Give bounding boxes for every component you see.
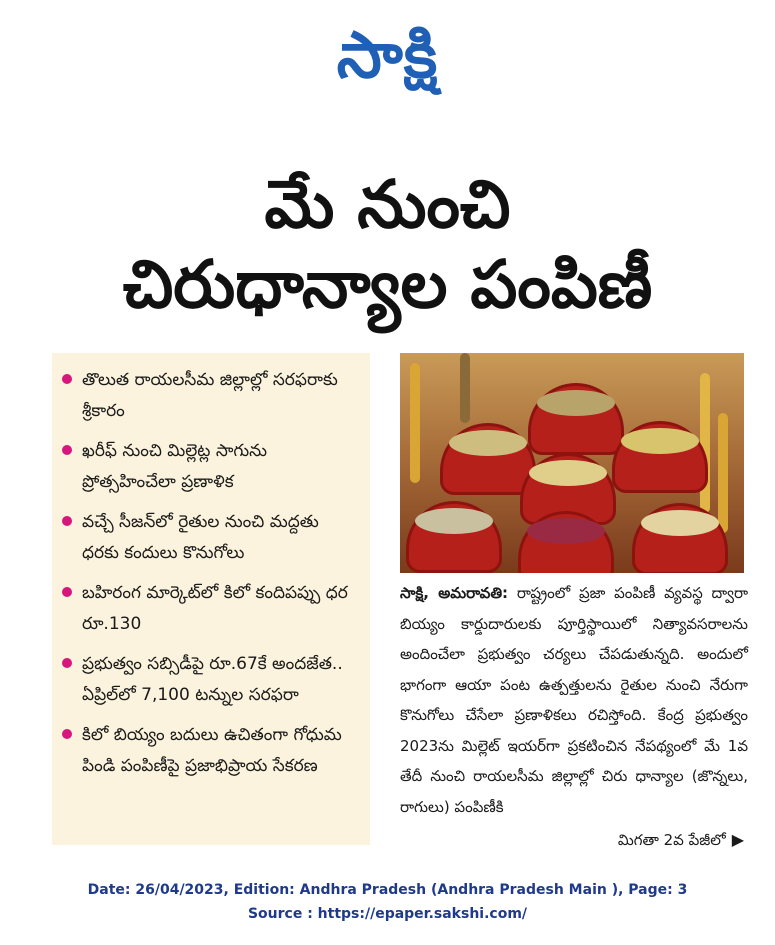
highlights-box <box>52 353 370 845</box>
headline-line-2: చిరుధాన్యాల పంపిణీ <box>122 246 653 323</box>
highlight-item <box>62 365 360 427</box>
highlight-text: వచ్చే సీజన్‌లో రైతుల నుంచి మద్దతు ధరకు కందులు కొనుగోలు <box>82 512 319 563</box>
article-body: రాష్ట్రంలో ప్రజా పంపిణీ వ్యవస్థ ద్వారా బియ్యం కార్డుదారులకు పూర్తిస్థాయిలో నిత్యావసరాలను అందించేలా ప్రభుత్వం చర్యలు చేపడుతున్నది. అందులో భాగంగా ఆయా పంట ఉత్పత్తులను రైతుల నుంచి నేరుగా కొనుగోలు చేసేలా ప్రణాళికలు రచిస్తోంది. కేంద్ర ప్రభుత్వం 2023ను మిల్లెట్ ఇయర్‌గా ప్రకటించిన నేపథ్యంలో మే 1వ తేదీ నుంచి రాయలసీమ జిల్లాల్లో చిరు ధాన్యాల (జొన్నలు, రాగులు) పంపిణీకి <box>400 584 748 816</box>
grain-heap <box>621 428 699 454</box>
bowl <box>440 423 536 495</box>
bullet-icon <box>62 516 72 526</box>
bowl <box>612 421 708 493</box>
millets-photo <box>400 353 744 573</box>
grain-heap <box>641 510 719 536</box>
grain-stalk <box>410 363 420 483</box>
footer-date-line: Date: 26/04/2023, Edition: Andhra Pradesh (Andhra Pradesh Main ), Page: 3 <box>87 882 688 898</box>
bowl <box>406 501 502 573</box>
footer-source-line: Source : https://epaper.sakshi.com/ <box>247 906 528 922</box>
grain-stalk <box>700 373 710 513</box>
bullet-icon <box>62 587 72 597</box>
highlight-item <box>62 507 360 569</box>
grain-heap <box>529 460 607 486</box>
bullet-icon <box>62 658 72 668</box>
grain-heap <box>415 508 493 534</box>
highlight-item <box>62 720 360 782</box>
highlight-item <box>62 578 360 640</box>
bowl <box>528 383 624 455</box>
dateline: సాక్షి, అమరావతి: <box>400 584 509 602</box>
grain-heap <box>537 390 615 416</box>
continued-label: మిగతా 2వ పేజీలో <box>617 831 726 849</box>
masthead-logo: సాక్షి <box>336 19 439 93</box>
bullet-icon <box>62 374 72 384</box>
highlight-item <box>62 649 360 711</box>
play-arrow-icon: ▶ <box>731 830 744 849</box>
highlight-text: కిలో బియ్యం బదులు ఉచితంగా గోధుమ పిండి పంపిణీపై ప్రజాభిప్రాయ సేకరణ <box>82 725 342 776</box>
highlight-item <box>62 436 360 498</box>
bullet-icon <box>62 445 72 455</box>
highlight-text: తొలుత రాయలసీమ జిల్లాల్లో సరఫరాకు శ్రీకారం <box>82 370 338 421</box>
highlight-text: ప్రభుత్వం సబ్సిడీపై రూ.67కే అందజేత.. ఏప్రిల్‌లో 7,100 టన్నుల సరఫరా <box>82 654 343 705</box>
highlight-text: బహిరంగ మార్కెట్‌లో కిలో కందిపప్పు ధర రూ.130 <box>82 583 348 634</box>
article-text <box>400 578 748 822</box>
bullet-icon <box>62 729 72 739</box>
grain-heap <box>527 518 605 544</box>
grain-stalk <box>460 353 470 423</box>
bowl <box>632 503 728 573</box>
headline-line-1: మే నుంచి <box>264 166 511 243</box>
continued-note <box>400 826 744 854</box>
grain-heap <box>449 430 527 456</box>
highlight-text: ఖరీఫ్ నుంచి మిల్లెట్ల సాగును ప్రోత్సహించేలా ప్రణాళిక <box>82 441 267 492</box>
grain-stalk <box>718 413 728 533</box>
